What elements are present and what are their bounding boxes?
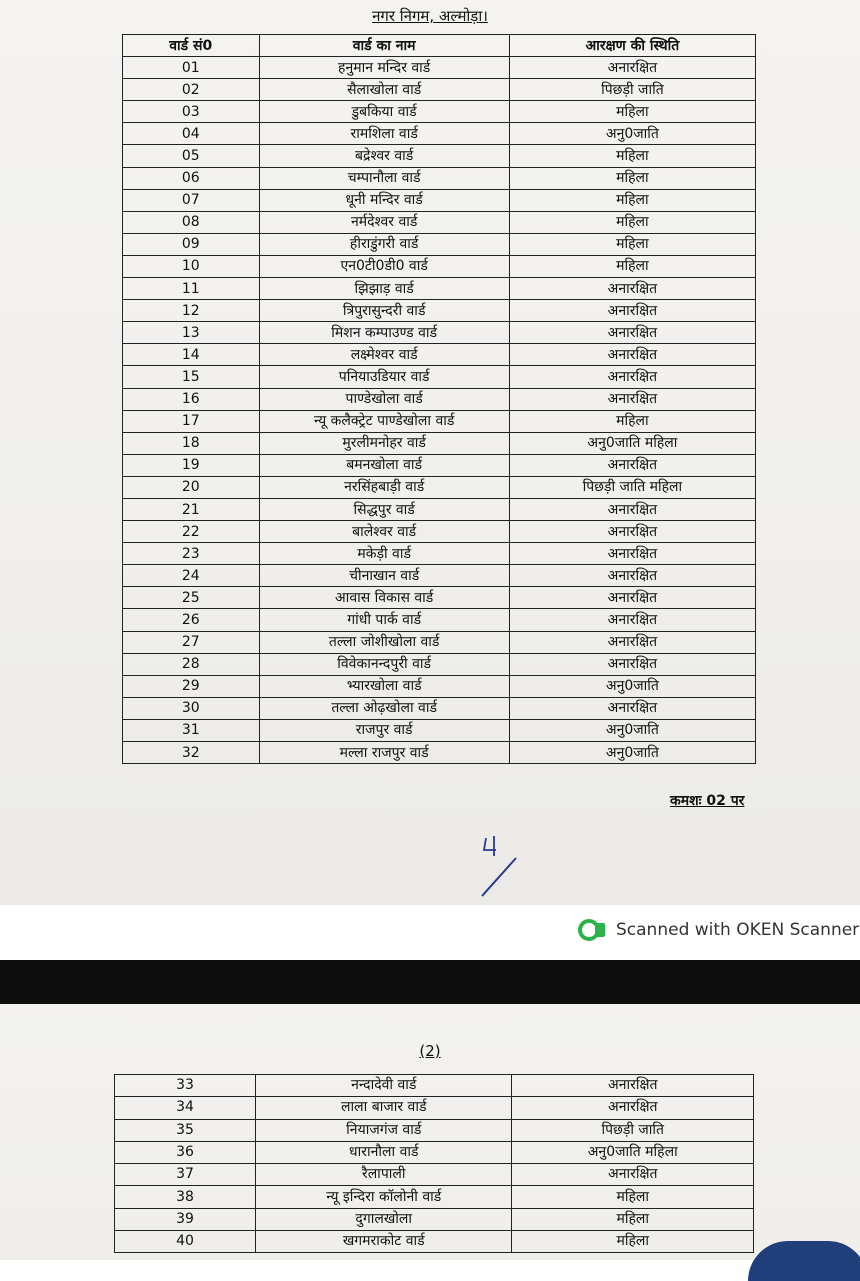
- ward-number-cell: 02: [123, 79, 260, 101]
- reservation-status-cell: अनारक्षित: [512, 1097, 754, 1119]
- reservation-status-cell: महिला: [509, 211, 755, 233]
- reservation-status-cell: महिला: [509, 255, 755, 277]
- table-row: [115, 1208, 754, 1230]
- ward-number-cell: 35: [115, 1119, 256, 1141]
- reservation-status-cell: अनारक्षित: [509, 543, 755, 565]
- table-row: [123, 476, 756, 498]
- ward-number-cell: 38: [115, 1186, 256, 1208]
- table-row: [123, 322, 756, 344]
- table-row: [123, 388, 756, 410]
- reservation-status-cell: अनारक्षित: [509, 653, 755, 675]
- ward-name-cell: मिशन कम्पाउण्ड वार्ड: [259, 322, 509, 344]
- ward-number-cell: 26: [123, 609, 260, 631]
- ward-name-cell: रैलापाली: [256, 1164, 512, 1186]
- corner-overlay: [748, 1241, 860, 1281]
- ward-name-cell: धूनी मन्दिर वार्ड: [259, 189, 509, 211]
- ward-number-cell: 32: [123, 742, 260, 764]
- ward-name-cell: गांधी पार्क वार्ड: [259, 609, 509, 631]
- table-row: [123, 57, 756, 79]
- ward-number-cell: 08: [123, 211, 260, 233]
- reservation-status-cell: महिला: [509, 145, 755, 167]
- ward-number-cell: 11: [123, 278, 260, 300]
- table-row: [123, 432, 756, 454]
- ward-name-cell: सिद्धपुर वार्ड: [259, 498, 509, 520]
- ward-number-cell: 34: [115, 1097, 256, 1119]
- ward-name-cell: मकेड़ी वार्ड: [259, 543, 509, 565]
- reservation-status-cell: महिला: [509, 233, 755, 255]
- ward-number-cell: 15: [123, 366, 260, 388]
- table-row: [115, 1075, 754, 1097]
- table-row: [123, 697, 756, 719]
- ward-number-cell: 27: [123, 631, 260, 653]
- table-row: [123, 211, 756, 233]
- ward-number-cell: 01: [123, 57, 260, 79]
- ward-name-cell: झिझाड़ वार्ड: [259, 278, 509, 300]
- table-row: [123, 609, 756, 631]
- table-row: [123, 79, 756, 101]
- ward-name-cell: चीनाखान वार्ड: [259, 565, 509, 587]
- ward-number-cell: 05: [123, 145, 260, 167]
- ward-number-cell: 30: [123, 697, 260, 719]
- reservation-status-cell: अनारक्षित: [509, 322, 755, 344]
- ward-name-cell: पाण्डेखोला वार्ड: [259, 388, 509, 410]
- ward-name-cell: पनियाउडियार वार्ड: [259, 366, 509, 388]
- reservation-status-cell: महिला: [509, 189, 755, 211]
- ward-name-cell: हीराडुंगरी वार्ड: [259, 233, 509, 255]
- ward-name-cell: सैलाखोला वार्ड: [259, 79, 509, 101]
- ward-name-cell: चम्पानौला वार्ड: [259, 167, 509, 189]
- scanner-watermark: [578, 918, 859, 942]
- table-row: [123, 631, 756, 653]
- ward-name-cell: नन्दादेवी वार्ड: [256, 1075, 512, 1097]
- continued-note: कमशः 02 पर: [670, 793, 745, 809]
- ward-number-cell: 07: [123, 189, 260, 211]
- ward-name-cell: रामशिला वार्ड: [259, 123, 509, 145]
- page-number-title: (2): [419, 1042, 441, 1060]
- ward-name-cell: बद्रेश्वर वार्ड: [259, 145, 509, 167]
- table-row: [123, 101, 756, 123]
- reservation-status-cell: अनारक्षित: [509, 454, 755, 476]
- table-row: [123, 167, 756, 189]
- reservation-status-cell: महिला: [512, 1231, 754, 1253]
- ward-number-cell: 16: [123, 388, 260, 410]
- table-row: [123, 521, 756, 543]
- table-row: [115, 1141, 754, 1163]
- ward-number-cell: 12: [123, 300, 260, 322]
- ward-number-cell: 18: [123, 432, 260, 454]
- ward-name-cell: बमनखोला वार्ड: [259, 454, 509, 476]
- scanner-text: Scanned with OKEN Scanner: [616, 920, 860, 940]
- ward-name-cell: त्रिपुरासुन्दरी वार्ड: [259, 300, 509, 322]
- table-row: [123, 454, 756, 476]
- oken-logo-icon: [578, 918, 608, 942]
- reservation-status-cell: अनारक्षित: [509, 278, 755, 300]
- reservation-status-cell: अनु0जाति: [509, 675, 755, 697]
- reservation-status-cell: पिछड़ी जाति: [509, 79, 755, 101]
- ward-name-cell: मुरलीमनोहर वार्ड: [259, 432, 509, 454]
- ward-name-cell: लक्ष्मेश्वर वार्ड: [259, 344, 509, 366]
- ward-name-cell: डुबकिया वार्ड: [259, 101, 509, 123]
- reservation-status-cell: अनारक्षित: [509, 565, 755, 587]
- ward-reservation-table-continued: [114, 1074, 754, 1253]
- table-row: [123, 145, 756, 167]
- ward-name-cell: नर्मदेश्वर वार्ड: [259, 211, 509, 233]
- ward-number-cell: 10: [123, 255, 260, 277]
- ward-name-cell: राजपुर वार्ड: [259, 719, 509, 741]
- ward-name-cell: भ्यारखोला वार्ड: [259, 675, 509, 697]
- reservation-status-cell: अनु0जाति: [509, 742, 755, 764]
- ward-number-cell: 19: [123, 454, 260, 476]
- ward-number-cell: 21: [123, 498, 260, 520]
- table-row: [123, 366, 756, 388]
- reservation-status-cell: पिछड़ी जाति: [512, 1119, 754, 1141]
- header-reservation-status: आरक्षण की स्थिति: [509, 35, 755, 57]
- ward-name-cell: खगमराकोट वार्ड: [256, 1231, 512, 1253]
- ward-name-cell: तल्ला जोशीखोला वार्ड: [259, 631, 509, 653]
- ward-name-cell: दुगालखोला: [256, 1208, 512, 1230]
- ward-name-cell: हनुमान मन्दिर वार्ड: [259, 57, 509, 79]
- ward-number-cell: 24: [123, 565, 260, 587]
- table-row: [123, 498, 756, 520]
- reservation-status-cell: महिला: [509, 101, 755, 123]
- reservation-status-cell: महिला: [509, 167, 755, 189]
- ward-number-cell: 29: [123, 675, 260, 697]
- table-row: [123, 189, 756, 211]
- ward-name-cell: विवेकानन्दपुरी वार्ड: [259, 653, 509, 675]
- ward-number-cell: 09: [123, 233, 260, 255]
- reservation-status-cell: पिछड़ी जाति महिला: [509, 476, 755, 498]
- table-row: [123, 675, 756, 697]
- table-row: [123, 344, 756, 366]
- table-row: [123, 123, 756, 145]
- reservation-status-cell: महिला: [509, 410, 755, 432]
- table-row: [115, 1231, 754, 1253]
- table-row: [123, 543, 756, 565]
- table-row: [115, 1119, 754, 1141]
- table-row: [123, 719, 756, 741]
- table-row: [123, 410, 756, 432]
- page-separator: [0, 960, 860, 1004]
- ward-number-cell: 28: [123, 653, 260, 675]
- ward-number-cell: 13: [123, 322, 260, 344]
- table-row: [123, 587, 756, 609]
- reservation-status-cell: अनारक्षित: [509, 300, 755, 322]
- ward-number-cell: 06: [123, 167, 260, 189]
- table-row: [123, 742, 756, 764]
- document-title: नगर निगम, अल्मोड़ा।: [372, 7, 488, 25]
- ward-number-cell: 04: [123, 123, 260, 145]
- ward-number-cell: 23: [123, 543, 260, 565]
- ward-number-cell: 17: [123, 410, 260, 432]
- table-row: [115, 1097, 754, 1119]
- ward-number-cell: 33: [115, 1075, 256, 1097]
- ward-number-cell: 25: [123, 587, 260, 609]
- ward-number-cell: 37: [115, 1164, 256, 1186]
- table-row: [123, 278, 756, 300]
- reservation-status-cell: अनारक्षित: [509, 388, 755, 410]
- ward-number-cell: 22: [123, 521, 260, 543]
- table-row: [123, 653, 756, 675]
- ward-number-cell: 20: [123, 476, 260, 498]
- ward-name-cell: बालेश्वर वार्ड: [259, 521, 509, 543]
- reservation-status-cell: अनारक्षित: [509, 344, 755, 366]
- ward-name-cell: तल्ला ओढ़खोला वार्ड: [259, 697, 509, 719]
- reservation-status-cell: अनु0जाति महिला: [509, 432, 755, 454]
- ward-number-cell: 03: [123, 101, 260, 123]
- table-row: [123, 255, 756, 277]
- ward-number-cell: 31: [123, 719, 260, 741]
- reservation-status-cell: महिला: [512, 1208, 754, 1230]
- ward-name-cell: न्यू इन्दिरा कॉलोनी वार्ड: [256, 1186, 512, 1208]
- table-row: [123, 300, 756, 322]
- ward-name-cell: नरसिंहबाड़ी वार्ड: [259, 476, 509, 498]
- ward-name-cell: आवास विकास वार्ड: [259, 587, 509, 609]
- reservation-status-cell: महिला: [512, 1186, 754, 1208]
- table-header-row: [123, 35, 756, 57]
- table-row: [115, 1164, 754, 1186]
- reservation-status-cell: अनारक्षित: [509, 498, 755, 520]
- reservation-status-cell: अनारक्षित: [509, 587, 755, 609]
- handwritten-mark: [476, 830, 526, 900]
- reservation-status-cell: अनारक्षित: [509, 609, 755, 631]
- ward-number-cell: 39: [115, 1208, 256, 1230]
- reservation-status-cell: अनारक्षित: [509, 697, 755, 719]
- reservation-status-cell: अनारक्षित: [509, 631, 755, 653]
- header-ward-number: वार्ड सं0: [123, 35, 260, 57]
- ward-name-cell: मल्ला राजपुर वार्ड: [259, 742, 509, 764]
- reservation-status-cell: अनारक्षित: [509, 521, 755, 543]
- table-row: [123, 233, 756, 255]
- ward-name-cell: एन0टी0डी0 वार्ड: [259, 255, 509, 277]
- ward-number-cell: 14: [123, 344, 260, 366]
- reservation-status-cell: अनु0जाति: [509, 123, 755, 145]
- reservation-status-cell: अनारक्षित: [509, 57, 755, 79]
- ward-number-cell: 40: [115, 1231, 256, 1253]
- ward-number-cell: 36: [115, 1141, 256, 1163]
- reservation-status-cell: अनारक्षित: [509, 366, 755, 388]
- reservation-status-cell: अनु0जाति: [509, 719, 755, 741]
- ward-name-cell: लाला बाजार वार्ड: [256, 1097, 512, 1119]
- header-ward-name: वार्ड का नाम: [259, 35, 509, 57]
- ward-reservation-table: [122, 34, 756, 764]
- reservation-status-cell: अनारक्षित: [512, 1075, 754, 1097]
- ward-name-cell: नियाजगंज वार्ड: [256, 1119, 512, 1141]
- table-row: [123, 565, 756, 587]
- reservation-status-cell: अनारक्षित: [512, 1164, 754, 1186]
- ward-name-cell: न्यू कलैक्ट्रेट पाण्डेखोला वार्ड: [259, 410, 509, 432]
- ward-name-cell: धारानौला वार्ड: [256, 1141, 512, 1163]
- reservation-status-cell: अनु0जाति महिला: [512, 1141, 754, 1163]
- table-row: [115, 1186, 754, 1208]
